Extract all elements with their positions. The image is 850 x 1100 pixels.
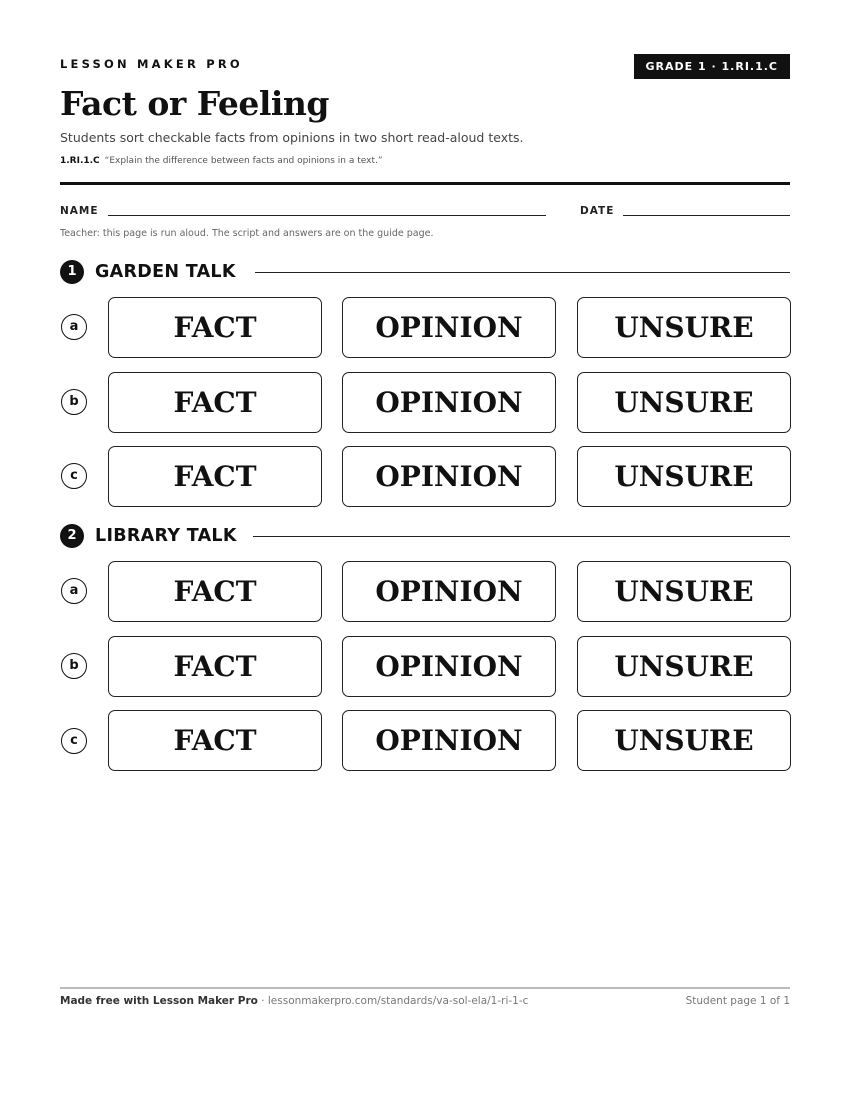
teacher-note: Teacher: this page is run aloud. The script and answers are on the guide page.: [60, 228, 434, 239]
choice-opinion-button[interactable]: OPINION: [342, 297, 556, 358]
footer-divider: [60, 987, 790, 989]
choice-fact-button[interactable]: FACT: [108, 710, 322, 771]
section-title: GARDEN TALK: [95, 262, 236, 282]
choice-unsure-button[interactable]: UNSURE: [577, 710, 791, 771]
choice-opinion-button[interactable]: OPINION: [342, 446, 556, 507]
choice-opinion-button[interactable]: OPINION: [342, 561, 556, 622]
name-field[interactable]: [108, 215, 546, 216]
date-label: DATE: [580, 205, 615, 217]
page-subtitle: Students sort checkable facts from opinions in two short read-aloud texts.: [60, 130, 524, 145]
item-label-c: c: [61, 463, 87, 489]
section-number-badge: 1: [60, 260, 84, 284]
brand-name: LESSON MAKER PRO: [60, 57, 243, 71]
section-divider: [253, 536, 790, 537]
section-number-badge: 2: [60, 524, 84, 548]
header-divider: [60, 182, 790, 185]
section-library-talk: [60, 524, 790, 548]
name-label: NAME: [60, 205, 99, 217]
choice-fact-button[interactable]: FACT: [108, 636, 322, 697]
choice-fact-button[interactable]: FACT: [108, 561, 322, 622]
footer-made-with: Made free with Lesson Maker Pro: [60, 995, 258, 1007]
item-label-b: b: [61, 389, 87, 415]
item-label-a: a: [61, 314, 87, 340]
date-field[interactable]: [623, 215, 790, 216]
section-divider: [255, 272, 790, 273]
grade-badge: GRADE 1 · 1.RI.1.C: [634, 54, 790, 79]
choice-unsure-button[interactable]: UNSURE: [577, 561, 791, 622]
standard-line: [60, 156, 383, 166]
choice-opinion-button[interactable]: OPINION: [342, 710, 556, 771]
choice-unsure-button[interactable]: UNSURE: [577, 372, 791, 433]
page-title: Fact or Feeling: [60, 84, 329, 123]
choice-unsure-button[interactable]: UNSURE: [577, 446, 791, 507]
footer-page-info: Student page 1 of 1: [685, 995, 790, 1007]
item-label-a: a: [61, 578, 87, 604]
item-label-b: b: [61, 653, 87, 679]
section-garden-talk: [60, 260, 790, 284]
standard-text: “Explain the difference between facts and opinions in a text.”: [104, 156, 383, 166]
choice-opinion-button[interactable]: OPINION: [342, 636, 556, 697]
standard-code: 1.RI.1.C: [60, 156, 100, 166]
choice-fact-button[interactable]: FACT: [108, 297, 322, 358]
choice-opinion-button[interactable]: OPINION: [342, 372, 556, 433]
choice-fact-button[interactable]: FACT: [108, 446, 322, 507]
footer-url-link[interactable]: lessonmakerpro.com/standards/va-sol-ela/1-ri-1-c: [267, 995, 529, 1007]
footer-separator: ·: [257, 995, 268, 1007]
choice-fact-button[interactable]: FACT: [108, 372, 322, 433]
choice-unsure-button[interactable]: UNSURE: [577, 297, 791, 358]
footer-credit: [60, 995, 528, 1007]
choice-unsure-button[interactable]: UNSURE: [577, 636, 791, 697]
section-title: LIBRARY TALK: [95, 526, 237, 546]
item-label-c: c: [61, 728, 87, 754]
